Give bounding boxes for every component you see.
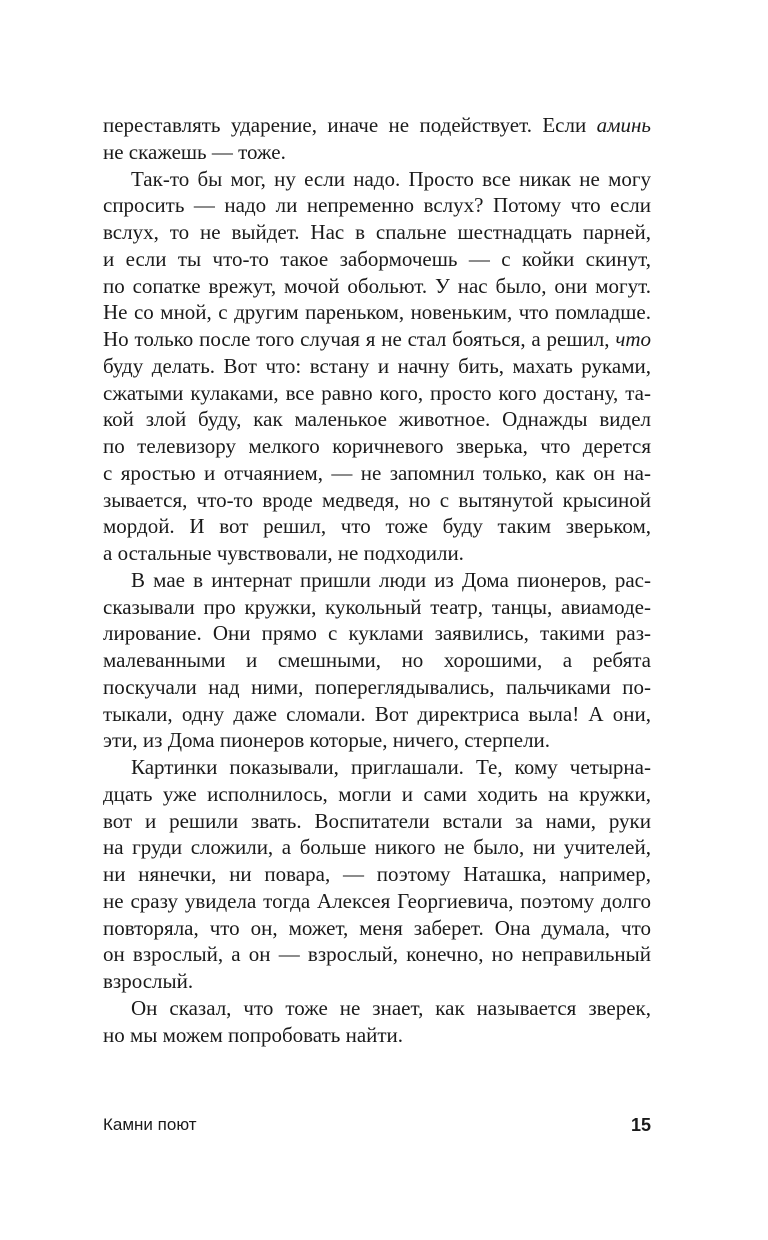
- text-line: но мы можем попробовать найти.: [103, 1022, 404, 1047]
- paragraph-first-line: Картинки показывали, приглашали. Те, кому четырна-: [131, 755, 651, 779]
- text-line: спросить — надо ли непременно вслух? Потому что если: [103, 193, 651, 218]
- text-line: малеванными и смешными, но хорошими, а ребята: [103, 648, 651, 672]
- text-line: на груди сложили, а больше никого не было, ни учителей,: [103, 835, 651, 860]
- text-line: взрослый.: [103, 969, 194, 993]
- text-line: а остальные чувствовали, не подходили.: [103, 541, 464, 565]
- text-line: переставлять ударение, иначе не подействует. Если аминь: [103, 113, 651, 137]
- text-line: эти, из Дома пионеров которые, ничего, стерпели.: [103, 728, 551, 753]
- text-line: повторяла, что он, может, меня заберет. Она думала, что: [103, 915, 651, 940]
- text-line: с яростью и отчаянием, — не запомнил только, как он на-: [103, 460, 651, 485]
- text-line: ни нянечки, ни повара, — поэтому Наташка, например,: [103, 862, 651, 886]
- text-line: поскучали над ними, попереглядывались, пальчиками по-: [103, 674, 651, 699]
- page-footer: [103, 1113, 651, 1137]
- text-line: сжатыми кулаками, все равно кого, просто кого достану, та-: [103, 380, 651, 405]
- text-line: вот и решили звать. Воспитатели встали за нами, руки: [103, 808, 651, 833]
- text-line: не скажешь — тоже.: [103, 139, 286, 164]
- running-title: Камни поют: [103, 1115, 197, 1134]
- text-line: тыкали, одну даже сломали. Вот директриса выла! А они,: [103, 701, 651, 726]
- text-line: сказывали про кружки, кукольный театр, танцы, авиамоде-: [103, 594, 651, 619]
- text-line: кой злой буду, как маленькое животное. Однажды видел: [103, 407, 651, 432]
- text-line: Не со мной, с другим пареньком, новеньким, что помладше.: [103, 300, 651, 325]
- page-number: 15: [630, 1115, 651, 1135]
- italic-word: аминь: [596, 113, 651, 137]
- body-text: [103, 112, 651, 1048]
- text-line: по сопатке врежут, мочой обольют. У нас было, они могут.: [103, 273, 651, 298]
- text-line: вслух, то не выйдет. Нас в спальне шестнадцать парней,: [103, 220, 651, 244]
- paragraph-first-line: Так-то бы мог, ну если надо. Просто все никак не могу: [131, 166, 651, 191]
- text-line: буду делать. Вот что: встану и начну бить, махать руками,: [103, 353, 651, 378]
- text-line: и если ты что-то такое забормочешь — с койки скинут,: [103, 246, 651, 271]
- paragraph-first-line: В мае в интернат пришли люди из Дома пионеров, рас-: [131, 567, 651, 592]
- text-line: мордой. И вот решил, что тоже буду таким зверьком,: [103, 514, 651, 539]
- text-line: он взрослый, а он — взрослый, конечно, но неправильный: [103, 942, 651, 967]
- text-line: по телевизору мелкого коричневого зверька, что дерется: [103, 434, 651, 458]
- text-line: Но только после того случая я не стал бояться, а решил, что: [103, 327, 651, 351]
- text-line: лирование. Они прямо с куклами заявились, такими раз-: [103, 621, 651, 646]
- text-line: не сразу увидела тогда Алексея Георгиевича, поэтому долго: [103, 888, 651, 913]
- text-line: зывается, что-то вроде медведя, но с вытянутой крысиной: [103, 487, 651, 512]
- paragraph-first-line: Он сказал, что тоже не знает, как называется зверек,: [131, 995, 651, 1020]
- text-line: дцать уже исполнилось, могли и сами ходить на кружки,: [103, 781, 651, 806]
- italic-word: что: [615, 327, 651, 351]
